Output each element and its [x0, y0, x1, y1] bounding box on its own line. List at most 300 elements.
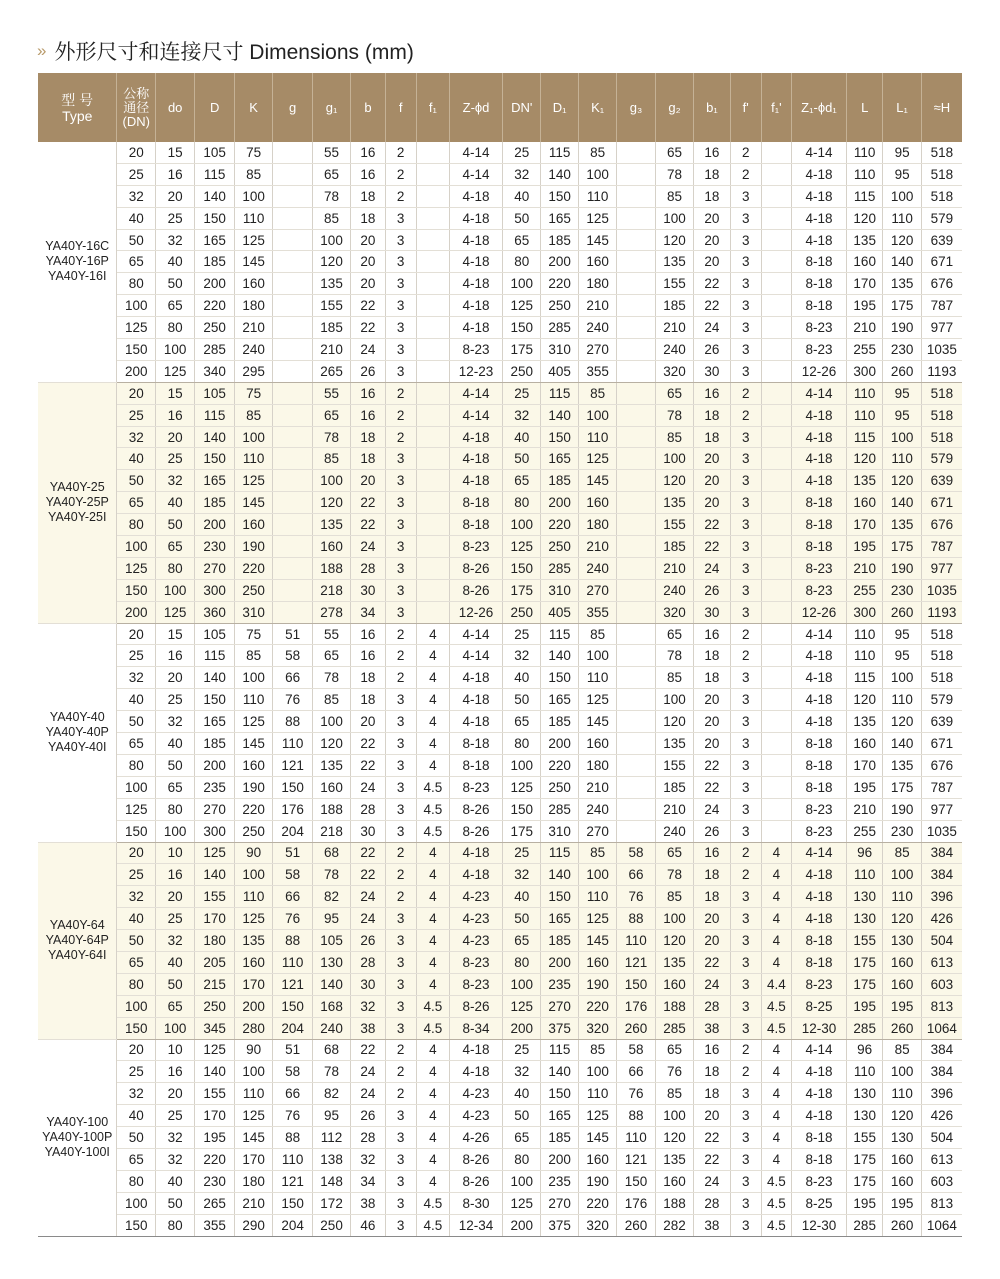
table-cell: 25	[155, 908, 194, 930]
table-cell: 160	[883, 1148, 921, 1170]
table-cell: 18	[694, 886, 730, 908]
table-cell: 8-18	[791, 514, 846, 536]
table-cell: 18	[694, 426, 730, 448]
table-cell: 3	[730, 229, 761, 251]
table-cell: 22	[351, 317, 385, 339]
table-cell: 165	[195, 229, 234, 251]
table-cell: 260	[883, 360, 921, 382]
table-cell: 320	[655, 360, 693, 382]
table-cell: 3	[385, 798, 416, 820]
table-cell: 85	[655, 886, 693, 908]
table-cell: 185	[655, 776, 693, 798]
table-cell: 3	[385, 973, 416, 995]
table-cell: 115	[541, 842, 578, 864]
table-row	[38, 142, 962, 163]
table-cell: 3	[385, 557, 416, 579]
table-cell: 175	[883, 295, 921, 317]
table-cell: 125	[503, 776, 541, 798]
table-cell: 30	[351, 973, 385, 995]
table-cell: 4-14	[450, 163, 503, 185]
table-cell: 26	[351, 930, 385, 952]
table-cell: 185	[541, 711, 578, 733]
table-cell: 20	[694, 1105, 730, 1127]
table-cell: 3	[730, 1017, 761, 1039]
table-row	[38, 1017, 962, 1039]
table-cell: 150	[273, 995, 312, 1017]
table-cell: 110	[847, 382, 883, 404]
table-cell: 210	[234, 317, 272, 339]
table-cell: 76	[617, 886, 655, 908]
table-cell: 115	[847, 185, 883, 207]
table-cell: 3	[385, 601, 416, 623]
table-cell: 38	[351, 1192, 385, 1214]
table-cell	[273, 382, 312, 404]
table-cell: 310	[541, 820, 578, 842]
table-row	[38, 667, 962, 689]
table-cell: 40	[117, 689, 155, 711]
table-cell: 105	[312, 930, 350, 952]
table-cell: 135	[312, 514, 350, 536]
table-cell: 4-14	[791, 623, 846, 645]
table-cell	[617, 820, 655, 842]
table-cell: 50	[503, 207, 541, 229]
table-cell: 125	[234, 711, 272, 733]
table-cell: 4-18	[791, 404, 846, 426]
table-cell: 4-18	[791, 163, 846, 185]
table-cell: 100	[117, 995, 155, 1017]
table-row	[38, 339, 962, 361]
table-cell: 65	[312, 645, 350, 667]
table-cell: 204	[273, 820, 312, 842]
table-cell: 235	[195, 776, 234, 798]
table-cell: 115	[847, 667, 883, 689]
table-cell: 22	[694, 1148, 730, 1170]
table-cell: 75	[234, 382, 272, 404]
table-cell: 185	[195, 251, 234, 273]
table-cell: 426	[921, 1105, 962, 1127]
table-cell: 360	[195, 601, 234, 623]
table-cell: 20	[694, 733, 730, 755]
table-cell: 518	[921, 623, 962, 645]
table-cell: 250	[195, 317, 234, 339]
table-cell: 22	[694, 273, 730, 295]
table-cell: 65	[117, 492, 155, 514]
table-cell: 120	[883, 1105, 921, 1127]
table-cell: 120	[312, 492, 350, 514]
table-cell: 95	[883, 404, 921, 426]
table-cell: 100	[312, 470, 350, 492]
table-cell: 4	[761, 1127, 791, 1149]
table-cell: 121	[273, 1170, 312, 1192]
table-cell: 190	[578, 1170, 616, 1192]
table-cell	[416, 360, 449, 382]
table-cell: 4	[761, 1083, 791, 1105]
table-cell: 120	[655, 229, 693, 251]
table-cell: 3	[730, 776, 761, 798]
table-cell: 120	[883, 229, 921, 251]
table-cell: 260	[883, 601, 921, 623]
table-cell: 125	[234, 1105, 272, 1127]
table-cell: 125	[578, 207, 616, 229]
table-cell	[617, 229, 655, 251]
table-cell: 220	[195, 1148, 234, 1170]
table-cell: 95	[883, 163, 921, 185]
table-cell: 210	[847, 557, 883, 579]
table-cell: 3	[730, 908, 761, 930]
table-cell: 85	[578, 1039, 616, 1061]
table-cell: 120	[847, 689, 883, 711]
table-cell: 676	[921, 273, 962, 295]
table-cell: 32	[503, 1061, 541, 1083]
table-cell: 100	[234, 667, 272, 689]
table-cell: 8-26	[450, 1170, 503, 1192]
table-cell: 18	[694, 404, 730, 426]
table-cell: 135	[655, 951, 693, 973]
table-cell	[617, 689, 655, 711]
table-row	[38, 1061, 962, 1083]
table-cell: 160	[234, 514, 272, 536]
table-cell: 85	[578, 623, 616, 645]
table-cell: 4-18	[791, 229, 846, 251]
table-cell: 2	[385, 1039, 416, 1061]
table-cell: 200	[234, 995, 272, 1017]
table-cell: 977	[921, 557, 962, 579]
table-cell: 4-18	[450, 470, 503, 492]
table-cell: 65	[155, 295, 194, 317]
table-cell: 160	[655, 1170, 693, 1192]
table-cell: 12-30	[791, 1214, 846, 1236]
table-cell	[617, 382, 655, 404]
table-cell	[617, 754, 655, 776]
table-cell: 68	[312, 1039, 350, 1061]
table-cell: 8-18	[791, 1148, 846, 1170]
table-cell: 16	[694, 623, 730, 645]
table-cell: 90	[234, 842, 272, 864]
table-cell: 100	[117, 1192, 155, 1214]
table-cell: 8-18	[450, 514, 503, 536]
table-row	[38, 930, 962, 952]
type-name: YA40Y-25	[49, 480, 105, 495]
table-cell: 125	[578, 1105, 616, 1127]
table-cell	[273, 273, 312, 295]
table-cell: 25	[117, 645, 155, 667]
table-cell: 65	[655, 1039, 693, 1061]
table-cell: 125	[234, 908, 272, 930]
table-cell: 76	[273, 689, 312, 711]
table-cell: 115	[195, 404, 234, 426]
table-cell: 240	[578, 798, 616, 820]
table-cell: 135	[847, 711, 883, 733]
table-cell: 110	[578, 667, 616, 689]
table-cell: 8-18	[791, 733, 846, 755]
table-cell: 145	[578, 930, 616, 952]
table-cell: 32	[155, 711, 194, 733]
table-cell: 110	[883, 1083, 921, 1105]
table-cell: 175	[847, 951, 883, 973]
table-cell: 32	[155, 1127, 194, 1149]
table-cell: 22	[351, 864, 385, 886]
table-cell: 75	[234, 142, 272, 163]
table-row	[38, 557, 962, 579]
table-cell: 282	[655, 1214, 693, 1236]
table-cell	[416, 273, 449, 295]
table-cell: 22	[694, 536, 730, 558]
table-cell: 8-25	[791, 995, 846, 1017]
header-dn-line2: 通径	[123, 99, 150, 115]
table-cell: 355	[195, 1214, 234, 1236]
table-cell: 140	[883, 492, 921, 514]
table-cell: 125	[503, 536, 541, 558]
table-cell: 8-26	[450, 798, 503, 820]
table-cell: 148	[312, 1170, 350, 1192]
table-cell: 100	[234, 864, 272, 886]
table-cell: 120	[655, 470, 693, 492]
table-cell: 40	[503, 667, 541, 689]
table-cell	[617, 645, 655, 667]
table-cell: 24	[351, 776, 385, 798]
table-cell: 176	[617, 995, 655, 1017]
table-cell: 135	[847, 229, 883, 251]
table-cell: 55	[312, 142, 350, 163]
table-cell: 4-18	[450, 667, 503, 689]
table-cell: 190	[883, 557, 921, 579]
table-cell: 40	[155, 1170, 194, 1192]
table-cell: 20	[694, 207, 730, 229]
table-cell: 105	[195, 623, 234, 645]
table-cell: 65	[503, 1127, 541, 1149]
table-cell: 3	[385, 908, 416, 930]
table-cell: 58	[273, 864, 312, 886]
table-cell: 138	[312, 1148, 350, 1170]
table-cell: 145	[578, 470, 616, 492]
table-cell: 50	[155, 754, 194, 776]
table-cell: 3	[385, 733, 416, 755]
table-cell: 4	[416, 667, 449, 689]
table-cell: 100	[117, 295, 155, 317]
table-cell: 2	[385, 142, 416, 163]
table-cell: 65	[655, 382, 693, 404]
table-cell: 65	[155, 536, 194, 558]
table-cell: 375	[541, 1214, 578, 1236]
table-cell: 175	[847, 1148, 883, 1170]
table-cell: 160	[578, 492, 616, 514]
table-cell: 4-23	[450, 1105, 503, 1127]
table-cell: 85	[234, 163, 272, 185]
table-cell	[416, 185, 449, 207]
table-cell: 3	[730, 579, 761, 601]
table-cell: 135	[655, 1148, 693, 1170]
table-cell: 4-18	[791, 1061, 846, 1083]
table-cell: 639	[921, 229, 962, 251]
table-cell: 30	[694, 360, 730, 382]
table-cell: 25	[155, 207, 194, 229]
type-name: YA40Y-40P	[45, 725, 109, 740]
table-cell: 4-14	[450, 623, 503, 645]
table-cell	[761, 317, 791, 339]
table-cell: 4-18	[450, 185, 503, 207]
table-cell: 260	[883, 1214, 921, 1236]
table-cell: 65	[655, 142, 693, 163]
table-cell: 210	[312, 339, 350, 361]
table-cell: 100	[503, 973, 541, 995]
table-cell: 150	[541, 185, 578, 207]
table-cell	[761, 579, 791, 601]
type-name: YA40Y-25I	[48, 510, 107, 525]
table-cell: 18	[351, 426, 385, 448]
table-cell: 80	[117, 754, 155, 776]
table-cell: 210	[578, 295, 616, 317]
table-cell	[761, 711, 791, 733]
table-cell: 230	[195, 1170, 234, 1192]
table-cell: 4-23	[450, 930, 503, 952]
table-cell: 110	[234, 689, 272, 711]
table-cell: 140	[541, 864, 578, 886]
table-cell: 1064	[921, 1017, 962, 1039]
table-cell: 4	[416, 908, 449, 930]
table-cell: 4-18	[450, 229, 503, 251]
table-row	[38, 645, 962, 667]
table-cell: 32	[117, 1083, 155, 1105]
table-cell: 180	[234, 295, 272, 317]
table-cell: 25	[503, 142, 541, 163]
table-cell: 384	[921, 864, 962, 886]
table-cell: 50	[503, 689, 541, 711]
table-row	[38, 798, 962, 820]
table-cell: 813	[921, 995, 962, 1017]
table-cell: 110	[578, 1083, 616, 1105]
table-cell: 4-18	[791, 470, 846, 492]
table-cell	[416, 514, 449, 536]
table-cell: 1035	[921, 820, 962, 842]
table-cell: 3	[385, 492, 416, 514]
table-cell: 65	[117, 251, 155, 273]
table-cell: 165	[541, 908, 578, 930]
table-row	[38, 163, 962, 185]
table-cell	[416, 295, 449, 317]
type-name: YA40Y-25P	[45, 495, 109, 510]
table-cell: 200	[541, 733, 578, 755]
table-cell: 20	[694, 689, 730, 711]
table-cell: 4-18	[791, 886, 846, 908]
table-cell: 88	[273, 711, 312, 733]
table-cell: 110	[847, 1061, 883, 1083]
table-cell: 135	[655, 251, 693, 273]
table-cell: 3	[385, 470, 416, 492]
table-cell: 28	[351, 1127, 385, 1149]
header-col: g₁	[312, 73, 350, 142]
table-cell: 28	[351, 951, 385, 973]
table-cell: 195	[883, 995, 921, 1017]
table-cell: 185	[655, 536, 693, 558]
table-cell: 95	[312, 908, 350, 930]
table-cell: 426	[921, 908, 962, 930]
table-cell: 18	[351, 689, 385, 711]
table-cell: 185	[312, 317, 350, 339]
table-cell: 150	[117, 339, 155, 361]
table-row	[38, 536, 962, 558]
table-cell: 4-18	[450, 864, 503, 886]
header-col: L	[847, 73, 883, 142]
table-cell: 2	[730, 1039, 761, 1061]
table-cell: 320	[578, 1214, 616, 1236]
table-cell: 8-18	[791, 295, 846, 317]
table-cell: 24	[694, 973, 730, 995]
table-cell: 384	[921, 842, 962, 864]
table-cell	[416, 207, 449, 229]
table-cell: 3	[385, 273, 416, 295]
table-cell: 165	[195, 470, 234, 492]
table-cell: 65	[312, 404, 350, 426]
table-cell: 218	[312, 820, 350, 842]
table-cell	[761, 360, 791, 382]
table-cell: 65	[117, 733, 155, 755]
table-cell: 4.5	[761, 1170, 791, 1192]
table-row	[38, 973, 962, 995]
table-cell: 50	[155, 973, 194, 995]
table-cell: 4	[761, 1039, 791, 1061]
table-cell: 3	[730, 317, 761, 339]
table-cell: 3	[730, 995, 761, 1017]
table-cell: 135	[312, 273, 350, 295]
table-cell: 80	[117, 973, 155, 995]
table-cell	[273, 339, 312, 361]
table-cell: 250	[541, 295, 578, 317]
table-cell: 160	[234, 754, 272, 776]
table-cell: 4.5	[416, 1017, 449, 1039]
table-cell: 20	[351, 229, 385, 251]
section-title	[37, 38, 414, 64]
table-cell: 270	[541, 995, 578, 1017]
table-cell: 205	[195, 951, 234, 973]
table-cell: 135	[312, 754, 350, 776]
table-cell: 4	[761, 908, 791, 930]
table-row	[38, 886, 962, 908]
table-cell: 130	[847, 886, 883, 908]
table-cell: 140	[883, 733, 921, 755]
table-cell: 4.4	[761, 973, 791, 995]
table-cell: 110	[883, 886, 921, 908]
table-cell: 110	[234, 207, 272, 229]
table-cell: 80	[117, 514, 155, 536]
table-cell: 55	[312, 623, 350, 645]
table-cell: 787	[921, 536, 962, 558]
table-cell	[761, 426, 791, 448]
table-cell: 4	[416, 1127, 449, 1149]
table-cell: 200	[117, 601, 155, 623]
table-cell	[617, 623, 655, 645]
table-cell: 160	[234, 951, 272, 973]
table-row	[38, 273, 962, 295]
table-cell: 4	[761, 842, 791, 864]
table-cell: 150	[541, 886, 578, 908]
table-row	[38, 776, 962, 798]
table-cell: 78	[312, 1061, 350, 1083]
table-cell: 255	[847, 820, 883, 842]
table-cell: 145	[234, 492, 272, 514]
table-cell: 50	[155, 1192, 194, 1214]
table-cell: 4-26	[450, 1127, 503, 1149]
table-cell: 65	[655, 623, 693, 645]
table-cell: 22	[351, 492, 385, 514]
table-cell: 200	[541, 492, 578, 514]
table-cell: 603	[921, 1170, 962, 1192]
header-col: L₁	[883, 73, 921, 142]
table-cell: 210	[578, 536, 616, 558]
table-cell	[273, 601, 312, 623]
table-cell: 8-23	[791, 973, 846, 995]
table-cell: 3	[730, 360, 761, 382]
table-cell: 8-18	[791, 754, 846, 776]
